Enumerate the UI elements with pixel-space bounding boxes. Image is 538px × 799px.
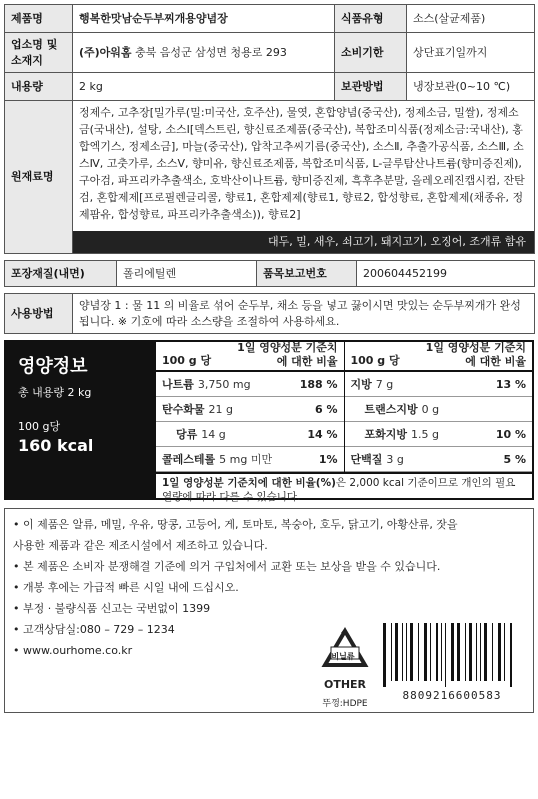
notice-line: • www.ourhome.co.kr: [13, 643, 133, 657]
notice-line: • 본 제품은 소비자 분쟁해결 기준에 의거 구입처에서 교환 또는 보상을 받을 수 있습니다.: [13, 560, 441, 574]
barcode-bar: [465, 623, 466, 681]
nutrient-row: [156, 372, 344, 397]
nutrition-column-left: [156, 342, 345, 472]
product-name-label: 제품명: [5, 5, 73, 33]
barcode-bar: [484, 623, 487, 681]
nutrition-header-per: 100 g 당: [162, 354, 212, 368]
nutrient-amount: 21 g: [208, 403, 233, 417]
barcode-number: 8809216600583: [402, 689, 502, 703]
usage-text: 양념장 1 : 물 11 의 비율로 섞어 순두부, 채소 등을 넣고 끓이시면 맛있는 순두부찌개가 완성됩니다. ※ 기호에 따라 소스량을 조절하여 사용하세요.: [73, 294, 535, 334]
notice-line: • 부정 · 불량식품 신고는 국번없이 1399: [13, 601, 211, 615]
barcode-bar: [430, 623, 431, 681]
nutrition-header-dv: 1일 영양성분 기준치에 대한 비율: [237, 340, 338, 368]
barcode-bar: [402, 623, 403, 681]
nutrient-amount: 3,750 mg: [197, 378, 251, 392]
storage-label: 보관방법: [335, 73, 407, 101]
barcode-bar: [395, 623, 398, 681]
nutrient-name: 단백질: [350, 453, 383, 467]
barcode-bar: [383, 623, 386, 687]
barcode-bars: [377, 621, 527, 691]
nutrient-percent: 14 %: [307, 427, 338, 441]
nutrient-percent: 13 %: [495, 377, 526, 391]
ingredients-text: 정제수, 고추장[밀가루(밀:미국산, 호주산), 물엿, 혼합양념(중국산), 정제소금, 밀쌀), 정제소금(국내산), 설탕, 소스Ⅰ[덱스트린, 향신료조제품(중국산), 복합조미식품(정제소금:국내산), 홍합엑기스, 정제소금], 마늘(중국산), 압착고추씨기름(중국산), 소스Ⅱ, 추출가공식품, 소스Ⅲ, 소스Ⅳ, 고춧가루, 소스Ⅴ, 향미유, 향신료조제품, 복합조미식품, L-글루탐산나트륨(향미증진제), 구아검, 파프리카추출색소, 호박산이나트륨, 향미증진제, 흑후추분말, 올레오레진캡시컴, 잔탄검, 혼합제제[프로필렌글리콜, 향료1, 혼합제제(향료1, 향료2, 합성향료, 혼합제제(채종유, 정제팜유, 합성향료, 파프리카추출색소)), 향료2]: [79, 106, 525, 222]
nutrition-footnote: [156, 472, 532, 507]
nutrient-percent: 10 %: [495, 427, 526, 441]
packaging-table: [4, 260, 535, 287]
nutrition-kcal: 160 kcal: [18, 436, 94, 456]
nutrition-column-right: [345, 342, 533, 472]
nutrient-name: 탄수화물: [162, 403, 205, 417]
product-info-table: [4, 4, 535, 254]
nutrient-name: 나트륨: [162, 378, 194, 392]
nutrient-name: 트랜스지방: [364, 403, 418, 417]
nutrition-table: [156, 340, 532, 503]
barcode-bar: [445, 623, 446, 687]
volume-value: 2 kg: [73, 73, 335, 101]
nutrition-header: [345, 342, 533, 372]
nutrient-name: 콜레스테롤: [162, 453, 216, 467]
nutrition-foot-bold: 1일 영양성분 기준치에 대한 비율(%): [162, 477, 336, 490]
nutrient-row: [345, 397, 533, 422]
allergen-banner: 대두, 밀, 새우, 쇠고기, 돼지고기, 오징어, 조개류 함유: [73, 231, 534, 253]
nutrient-row: [156, 447, 344, 472]
barcode-bar: [498, 623, 501, 681]
nutrient-amount: 7 g: [375, 378, 394, 392]
barcode-bar: [451, 623, 454, 681]
nutrient-amount: 0 g: [421, 403, 440, 417]
nutrient-amount: 5 mg 미만: [219, 453, 273, 467]
notice-line: 사용한 제품과 같은 제조시설에서 제조하고 있습니다.: [13, 539, 268, 553]
barcode-bar: [391, 623, 392, 681]
ingredients-label: 원재료명: [5, 101, 73, 254]
notice-line: • 이 제품은 알류, 메밀, 우유, 땅콩, 고등어, 게, 토마토, 복숭아, 호두, 닭고기, 아황산류, 잣을: [13, 518, 458, 532]
nutrition-total: 총 내용량 2 kg: [18, 386, 92, 400]
label-sheet: [4, 4, 534, 791]
notice-box: [4, 508, 534, 713]
barcode-bar: [480, 623, 481, 681]
recycle-mark-text: 비닐류: [331, 652, 355, 662]
expiry-value: 상단표기일까지: [407, 33, 535, 73]
nutrient-name: 지방: [350, 378, 372, 392]
report-number: 200604452199: [357, 261, 535, 287]
report-label: 품목보고번호: [257, 261, 357, 287]
storage-value: 냉장보관(0~10 ℃): [407, 73, 535, 101]
recycle-mark: [315, 627, 375, 710]
volume-label: 내용량: [5, 73, 73, 101]
recycle-lid: 뚜껑:HDPE: [322, 699, 368, 710]
expiry-label: 소비기한: [335, 33, 407, 73]
maker-label: 업소명 및 소재지: [5, 33, 73, 73]
barcode-bar: [424, 623, 427, 681]
barcode-bar: [436, 623, 438, 681]
nutrient-amount: 1.5 g: [411, 428, 439, 442]
nutrient-row: [156, 397, 344, 422]
nutrient-row: [156, 422, 344, 447]
nutrient-amount: 3 g: [386, 453, 404, 467]
maker-address: 충북 음성군 삼성면 청용로 293: [135, 45, 287, 59]
usage-table: [4, 293, 535, 334]
notice-line: • 고객상담실:080 – 729 – 1234: [13, 622, 175, 636]
barcode-bar: [492, 623, 493, 681]
food-type: 소스(살균제품): [407, 5, 535, 33]
packaging-label: 포장재질(내면): [5, 261, 117, 287]
nutrition-facts: [4, 340, 534, 503]
nutrition-per: 100 g당: [18, 420, 61, 434]
barcode: [377, 621, 527, 707]
usage-label: 사용방법: [5, 294, 73, 334]
recycle-type: OTHER: [323, 678, 367, 692]
barcode-bar: [410, 623, 413, 681]
notice-line: • 개봉 후에는 가급적 빠른 시일 내에 드십시오.: [13, 580, 239, 594]
nutrient-row: [345, 372, 533, 397]
nutrition-summary: [6, 342, 156, 498]
barcode-bar: [457, 623, 460, 681]
nutrient-row: [345, 447, 533, 472]
nutrition-header: [156, 342, 344, 372]
nutrition-header-per: 100 g 당: [350, 354, 400, 368]
ingredients-cell: [73, 101, 535, 254]
barcode-bar: [406, 623, 407, 681]
maker-name: (주)아워홈: [79, 45, 132, 59]
nutrient-name: 당류: [176, 428, 198, 442]
barcode-bar: [418, 623, 419, 681]
packaging-value: 폴리에틸렌: [117, 261, 257, 287]
barcode-bar: [441, 623, 442, 681]
maker-info: [73, 33, 335, 73]
barcode-bar: [504, 623, 505, 681]
product-name: 행복한맛남순두부찌개용양념장: [73, 5, 335, 33]
nutrition-foot-rest: 은 2,000 kcal 기준이므로 개인의 필요 열량에 따라 다를 수 있습니다.: [162, 477, 516, 503]
nutrient-row: [345, 422, 533, 447]
barcode-bar: [469, 623, 472, 681]
nutrient-amount: 14 g: [201, 428, 226, 442]
food-type-label: 식품유형: [335, 5, 407, 33]
nutrient-percent: 188 %: [299, 377, 338, 391]
nutrient-percent: 5 %: [503, 452, 526, 466]
barcode-bar: [510, 623, 512, 687]
nutrient-percent: 1%: [318, 452, 338, 466]
nutrient-name: 포화지방: [364, 428, 408, 442]
nutrition-header-dv: 1일 영양성분 기준치에 대한 비율: [425, 340, 526, 368]
nutrient-percent: 6 %: [314, 402, 338, 416]
nutrition-title: 영양정보: [18, 356, 88, 378]
barcode-bar: [476, 623, 477, 681]
